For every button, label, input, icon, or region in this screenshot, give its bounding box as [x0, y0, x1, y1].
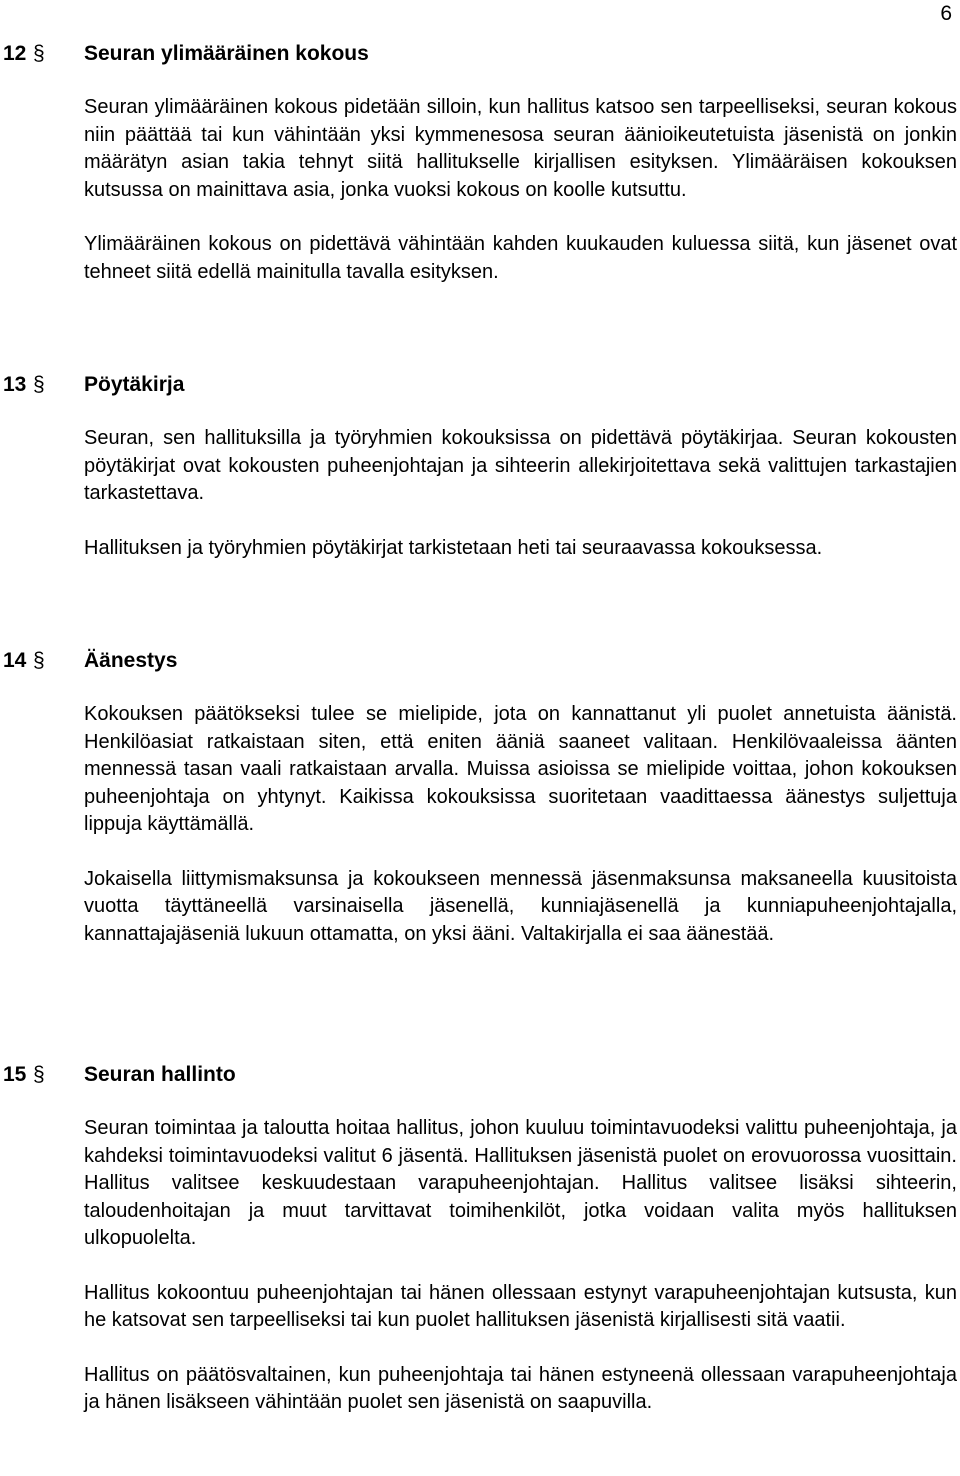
section-number: 12 — [3, 42, 27, 65]
paragraph: Jokaisella liittymismaksunsa ja kokoukseen mennessä jäsenmaksunsa maksaneella kuusitoista vuotta täyttäneellä varsinaisella jäsenellä, kunniajäsenellä ja kunniapuheenjohtajalla, kannattajajäseniä lukuun ottamatta, on yksi ääni. Valtakirjalla ei saa äänestää. — [84, 867, 957, 945]
section-heading — [0, 40, 960, 68]
section-title: Äänestys — [84, 649, 178, 672]
section-15 — [0, 1061, 960, 1417]
section-title: Seuran hallinto — [84, 1063, 236, 1086]
section-number: 13 — [3, 373, 27, 396]
paragraph: Hallitus kokoontuu puheenjohtajan tai hänen ollessaan estynyt varapuheenjohtajan kutsusta, kun he katsovat sen tarpeelliseksi tai kun puolet hallituksen jäsenistä kirjallisesti sitä vaatii. — [84, 1281, 957, 1331]
paragraph: Seuran, sen hallituksilla ja työryhmien kokouksissa on pidettävä pöytäkirjaa. Seuran kokousten pöytäkirjat ovat kokousten puheenjohtajan ja sihteerin allekirjoitettava sekä valittujen tarkastajien tarkastettava. — [84, 427, 957, 504]
section-sign: § — [33, 42, 45, 65]
section-heading — [0, 1061, 960, 1089]
paragraph: Hallituksen ja työryhmien pöytäkirjat tarkistetaan heti tai seuraavassa kokouksessa. — [84, 536, 823, 559]
section-body — [84, 1115, 957, 1417]
section-body — [84, 701, 957, 948]
section-12 — [0, 40, 960, 286]
paragraph: Kokouksen päätökseksi tulee se mielipide, jota on kannattanut yli puolet annetuista äänistä. Henkilöasiat ratkaistaan siten, että eniten ääniä saaneet valitaan. Henkilövaaleissa äänten mennessä tasan vaali ratkaistaan arvalla. Muissa asioissa se mielipide voittaa, johon kokouksen puheenjohtaja on yhtynyt. Kaikissa kokouksissa suoritetaan vaadittaessa äänestys suljettuja lippuja käyttämällä. — [84, 703, 957, 835]
page-number: 6 — [940, 2, 952, 25]
paragraph: Seuran ylimääräinen kokous pidetään silloin, kun hallitus katsoo sen tarpeelliseksi, seuran kokous niin päättää tai kun vähintään yksi kymmenesosa seuran äänioikeutetuista jäsenistä on jonkin määrätyn asian takia tehnyt siitä hallitukselle kirjallisen esityksen. Ylimääräisen kokouksen kutsussa on mainittava asia, jonka vuoksi kokous on koolle kutsuttu. — [84, 96, 957, 201]
section-title: Pöytäkirja — [84, 373, 185, 396]
section-13 — [0, 371, 960, 562]
section-number: 15 — [3, 1063, 27, 1086]
paragraph: Seuran toimintaa ja taloutta hoitaa hallitus, johon kuuluu toimintavuodeksi valittu puheenjohtaja, ja kahdeksi toimintavuodeksi valitut 6 jäsentä. Hallituksen jäsenistä puolet on erovuorossa vuosittain. Hallitus valitsee keskuudestaan varapuheenjohtajan. Hallitus valitsee lisäksi sihteerin, taloudenhoitajan ja muut tarvittavat toimihenkilöt, jotka voidaan valita myös hallituksen ulkopuolelta. — [84, 1117, 957, 1249]
section-title: Seuran ylimääräinen kokous — [84, 42, 369, 65]
section-14 — [0, 647, 960, 948]
paragraph: Hallitus on päätösvaltainen, kun puheenjohtaja tai hänen estyneenä ollessaan varapuheenjohtaja ja hänen lisäkseen vähintään puolet sen jäsenistä on saapuvilla. — [84, 1363, 957, 1413]
section-heading — [0, 647, 960, 675]
section-sign: § — [33, 373, 45, 396]
section-body — [84, 425, 957, 562]
section-sign: § — [33, 1063, 45, 1086]
section-body — [84, 94, 957, 286]
section-sign: § — [33, 649, 45, 672]
section-number: 14 — [3, 649, 27, 672]
paragraph: Ylimääräinen kokous on pidettävä vähintään kahden kuukauden kuluessa siitä, kun jäsenet ovat tehneet siitä edellä mainitulla tavalla esityksen. — [84, 233, 957, 283]
section-heading — [0, 371, 960, 399]
